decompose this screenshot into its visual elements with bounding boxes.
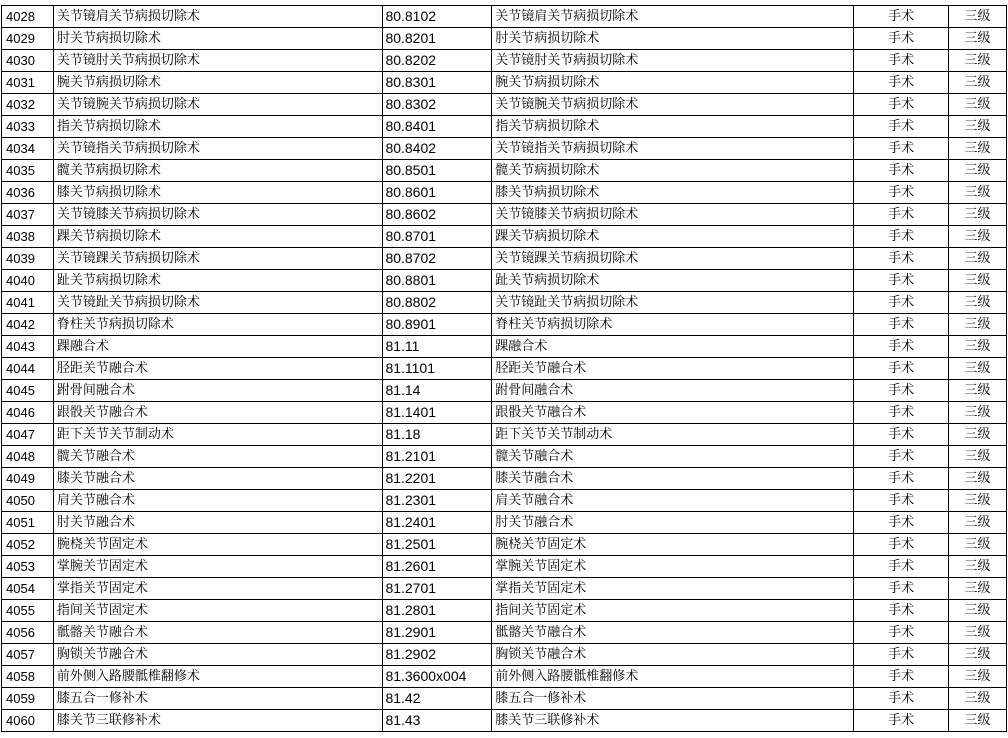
procedure-code-cell: 80.8901 xyxy=(383,314,492,336)
procedure-type-cell: 手术 xyxy=(854,160,949,182)
row-number-cell: 4040 xyxy=(2,270,54,292)
procedure-level-cell: 三级 xyxy=(948,666,1006,688)
procedure-standard-name-cell: 脊柱关节病损切除术 xyxy=(492,314,854,336)
procedure-name-cell: 趾关节病损切除术 xyxy=(53,270,383,292)
procedure-code-cell: 80.8701 xyxy=(383,226,492,248)
procedure-name-cell: 脊柱关节病损切除术 xyxy=(53,314,383,336)
procedure-standard-name-cell: 踝融合术 xyxy=(492,336,854,358)
procedure-type-cell: 手术 xyxy=(854,468,949,490)
row-number-cell: 4052 xyxy=(2,534,54,556)
procedure-standard-name-cell: 掌指关节固定术 xyxy=(492,578,854,600)
procedure-code-cell: 81.1101 xyxy=(383,358,492,380)
table-row xyxy=(2,204,1007,226)
procedure-level-cell: 三级 xyxy=(948,292,1006,314)
procedure-name-cell: 关节镜踝关节病损切除术 xyxy=(53,248,383,270)
procedure-type-cell: 手术 xyxy=(854,116,949,138)
procedure-standard-name-cell: 关节镜肘关节病损切除术 xyxy=(492,50,854,72)
procedure-level-cell: 三级 xyxy=(948,182,1006,204)
table-row xyxy=(2,710,1007,732)
procedure-code-cell: 81.2701 xyxy=(383,578,492,600)
row-number-cell: 4029 xyxy=(2,28,54,50)
row-number-cell: 4036 xyxy=(2,182,54,204)
table-row xyxy=(2,402,1007,424)
procedure-type-cell: 手术 xyxy=(854,336,949,358)
row-number-cell: 4042 xyxy=(2,314,54,336)
procedure-type-cell: 手术 xyxy=(854,182,949,204)
procedure-code-cell: 80.8602 xyxy=(383,204,492,226)
row-number-cell: 4034 xyxy=(2,138,54,160)
row-number-cell: 4046 xyxy=(2,402,54,424)
procedure-level-cell: 三级 xyxy=(948,490,1006,512)
procedure-standard-name-cell: 膝五合一修补术 xyxy=(492,688,854,710)
procedure-standard-name-cell: 趾关节病损切除术 xyxy=(492,270,854,292)
procedure-code-cell: 81.2801 xyxy=(383,600,492,622)
procedure-name-cell: 踝关节病损切除术 xyxy=(53,226,383,248)
table-row xyxy=(2,6,1007,28)
procedure-name-cell: 关节镜膝关节病损切除术 xyxy=(53,204,383,226)
procedure-code-cell: 80.8402 xyxy=(383,138,492,160)
procedure-standard-name-cell: 跟骰关节融合术 xyxy=(492,402,854,424)
procedure-type-cell: 手术 xyxy=(854,710,949,732)
row-number-cell: 4032 xyxy=(2,94,54,116)
procedure-name-cell: 踝融合术 xyxy=(53,336,383,358)
table-row xyxy=(2,94,1007,116)
procedure-name-cell: 关节镜肩关节病损切除术 xyxy=(53,6,383,28)
procedure-name-cell: 跟骰关节融合术 xyxy=(53,402,383,424)
procedure-standard-name-cell: 膝关节病损切除术 xyxy=(492,182,854,204)
row-number-cell: 4058 xyxy=(2,666,54,688)
table-row xyxy=(2,380,1007,402)
table-row xyxy=(2,138,1007,160)
procedure-code-cell: 80.8601 xyxy=(383,182,492,204)
row-number-cell: 4047 xyxy=(2,424,54,446)
table-row xyxy=(2,160,1007,182)
table-row xyxy=(2,534,1007,556)
procedure-level-cell: 三级 xyxy=(948,380,1006,402)
procedure-type-cell: 手术 xyxy=(854,72,949,94)
row-number-cell: 4037 xyxy=(2,204,54,226)
table-row xyxy=(2,248,1007,270)
procedure-type-cell: 手术 xyxy=(854,644,949,666)
table-row xyxy=(2,358,1007,380)
table-row xyxy=(2,578,1007,600)
procedure-name-cell: 关节镜指关节病损切除术 xyxy=(53,138,383,160)
procedure-name-cell: 膝关节三联修补术 xyxy=(53,710,383,732)
row-number-cell: 4049 xyxy=(2,468,54,490)
procedure-level-cell: 三级 xyxy=(948,50,1006,72)
procedure-type-cell: 手术 xyxy=(854,226,949,248)
procedure-name-cell: 膝关节融合术 xyxy=(53,468,383,490)
procedure-type-cell: 手术 xyxy=(854,666,949,688)
procedure-standard-name-cell: 关节镜趾关节病损切除术 xyxy=(492,292,854,314)
procedure-name-cell: 腕关节病损切除术 xyxy=(53,72,383,94)
procedure-type-cell: 手术 xyxy=(854,688,949,710)
procedure-level-cell: 三级 xyxy=(948,314,1006,336)
row-number-cell: 4053 xyxy=(2,556,54,578)
row-number-cell: 4030 xyxy=(2,50,54,72)
procedure-type-cell: 手术 xyxy=(854,94,949,116)
row-number-cell: 4059 xyxy=(2,688,54,710)
procedure-code-cell: 81.2501 xyxy=(383,534,492,556)
row-number-cell: 4050 xyxy=(2,490,54,512)
procedure-code-cell: 81.2401 xyxy=(383,512,492,534)
procedure-standard-name-cell: 关节镜膝关节病损切除术 xyxy=(492,204,854,226)
row-number-cell: 4028 xyxy=(2,6,54,28)
procedure-name-cell: 掌指关节固定术 xyxy=(53,578,383,600)
procedure-type-cell: 手术 xyxy=(854,600,949,622)
procedure-name-cell: 关节镜趾关节病损切除术 xyxy=(53,292,383,314)
procedure-type-cell: 手术 xyxy=(854,402,949,424)
procedure-name-cell: 肩关节融合术 xyxy=(53,490,383,512)
table-row xyxy=(2,490,1007,512)
procedure-code-cell: 81.14 xyxy=(383,380,492,402)
procedure-standard-name-cell: 髋关节融合术 xyxy=(492,446,854,468)
procedure-level-cell: 三级 xyxy=(948,138,1006,160)
procedure-code-cell: 81.2902 xyxy=(383,644,492,666)
procedure-standard-name-cell: 膝关节三联修补术 xyxy=(492,710,854,732)
procedure-type-cell: 手术 xyxy=(854,380,949,402)
procedure-name-cell: 掌腕关节固定术 xyxy=(53,556,383,578)
procedure-level-cell: 三级 xyxy=(948,204,1006,226)
procedure-standard-name-cell: 肘关节融合术 xyxy=(492,512,854,534)
procedure-level-cell: 三级 xyxy=(948,644,1006,666)
procedure-level-cell: 三级 xyxy=(948,358,1006,380)
procedure-name-cell: 膝关节病损切除术 xyxy=(53,182,383,204)
procedure-standard-name-cell: 腕关节病损切除术 xyxy=(492,72,854,94)
procedure-code-cell: 81.2601 xyxy=(383,556,492,578)
procedure-standard-name-cell: 关节镜指关节病损切除术 xyxy=(492,138,854,160)
procedure-name-cell: 指间关节固定术 xyxy=(53,600,383,622)
procedure-code-cell: 80.8102 xyxy=(383,6,492,28)
procedure-name-cell: 关节镜腕关节病损切除术 xyxy=(53,94,383,116)
procedure-type-cell: 手术 xyxy=(854,490,949,512)
table-row xyxy=(2,622,1007,644)
table-row xyxy=(2,468,1007,490)
procedure-standard-name-cell: 腕桡关节固定术 xyxy=(492,534,854,556)
procedure-level-cell: 三级 xyxy=(948,72,1006,94)
procedure-name-cell: 肘关节融合术 xyxy=(53,512,383,534)
procedure-level-cell: 三级 xyxy=(948,600,1006,622)
row-number-cell: 4045 xyxy=(2,380,54,402)
procedure-name-cell: 肘关节病损切除术 xyxy=(53,28,383,50)
procedure-code-cell: 81.2101 xyxy=(383,446,492,468)
table-row xyxy=(2,314,1007,336)
procedure-type-cell: 手术 xyxy=(854,314,949,336)
procedure-type-cell: 手术 xyxy=(854,204,949,226)
procedure-name-cell: 髋关节病损切除术 xyxy=(53,160,383,182)
procedure-code-cell: 80.8302 xyxy=(383,94,492,116)
procedure-name-cell: 跗骨间融合术 xyxy=(53,380,383,402)
procedure-level-cell: 三级 xyxy=(948,556,1006,578)
procedure-level-cell: 三级 xyxy=(948,336,1006,358)
table-row xyxy=(2,72,1007,94)
procedure-code-cell: 80.8802 xyxy=(383,292,492,314)
row-number-cell: 4048 xyxy=(2,446,54,468)
procedure-code-cell: 81.3600x004 xyxy=(383,666,492,688)
procedure-name-cell: 髋关节融合术 xyxy=(53,446,383,468)
procedure-name-cell: 骶髂关节融合术 xyxy=(53,622,383,644)
procedure-type-cell: 手术 xyxy=(854,512,949,534)
procedure-level-cell: 三级 xyxy=(948,468,1006,490)
procedure-level-cell: 三级 xyxy=(948,160,1006,182)
procedure-code-cell: 80.8801 xyxy=(383,270,492,292)
procedure-standard-name-cell: 胫距关节融合术 xyxy=(492,358,854,380)
table-row xyxy=(2,50,1007,72)
table-row xyxy=(2,28,1007,50)
table-row xyxy=(2,116,1007,138)
procedure-code-cell: 81.11 xyxy=(383,336,492,358)
procedure-code-cell: 81.18 xyxy=(383,424,492,446)
table-row xyxy=(2,424,1007,446)
procedure-level-cell: 三级 xyxy=(948,402,1006,424)
table-row xyxy=(2,512,1007,534)
table-row xyxy=(2,292,1007,314)
procedure-standard-name-cell: 踝关节病损切除术 xyxy=(492,226,854,248)
procedure-name-cell: 距下关节关节制动术 xyxy=(53,424,383,446)
row-number-cell: 4060 xyxy=(2,710,54,732)
procedure-table xyxy=(1,5,1007,732)
procedure-standard-name-cell: 前外侧入路腰骶椎翻修术 xyxy=(492,666,854,688)
procedure-type-cell: 手术 xyxy=(854,534,949,556)
procedure-type-cell: 手术 xyxy=(854,578,949,600)
row-number-cell: 4035 xyxy=(2,160,54,182)
procedure-type-cell: 手术 xyxy=(854,270,949,292)
row-number-cell: 4033 xyxy=(2,116,54,138)
procedure-type-cell: 手术 xyxy=(854,622,949,644)
row-number-cell: 4043 xyxy=(2,336,54,358)
procedure-standard-name-cell: 指间关节固定术 xyxy=(492,600,854,622)
row-number-cell: 4054 xyxy=(2,578,54,600)
row-number-cell: 4056 xyxy=(2,622,54,644)
procedure-level-cell: 三级 xyxy=(948,28,1006,50)
procedure-standard-name-cell: 指关节病损切除术 xyxy=(492,116,854,138)
procedure-type-cell: 手术 xyxy=(854,28,949,50)
row-number-cell: 4055 xyxy=(2,600,54,622)
procedure-code-cell: 80.8301 xyxy=(383,72,492,94)
procedure-level-cell: 三级 xyxy=(948,688,1006,710)
table-row xyxy=(2,644,1007,666)
procedure-level-cell: 三级 xyxy=(948,424,1006,446)
procedure-code-cell: 80.8201 xyxy=(383,28,492,50)
row-number-cell: 4044 xyxy=(2,358,54,380)
procedure-name-cell: 指关节病损切除术 xyxy=(53,116,383,138)
procedure-name-cell: 腕桡关节固定术 xyxy=(53,534,383,556)
procedure-name-cell: 前外侧入路腰骶椎翻修术 xyxy=(53,666,383,688)
procedure-level-cell: 三级 xyxy=(948,578,1006,600)
procedure-standard-name-cell: 骶髂关节融合术 xyxy=(492,622,854,644)
procedure-type-cell: 手术 xyxy=(854,50,949,72)
table-row xyxy=(2,556,1007,578)
procedure-type-cell: 手术 xyxy=(854,424,949,446)
table-row xyxy=(2,688,1007,710)
procedure-standard-name-cell: 关节镜踝关节病损切除术 xyxy=(492,248,854,270)
procedure-standard-name-cell: 关节镜腕关节病损切除术 xyxy=(492,94,854,116)
procedure-code-cell: 81.1401 xyxy=(383,402,492,424)
table-row xyxy=(2,336,1007,358)
procedure-level-cell: 三级 xyxy=(948,710,1006,732)
procedure-code-cell: 80.8501 xyxy=(383,160,492,182)
procedure-type-cell: 手术 xyxy=(854,446,949,468)
row-number-cell: 4051 xyxy=(2,512,54,534)
procedure-standard-name-cell: 掌腕关节固定术 xyxy=(492,556,854,578)
table-row xyxy=(2,270,1007,292)
procedure-standard-name-cell: 膝关节融合术 xyxy=(492,468,854,490)
procedure-standard-name-cell: 胸锁关节融合术 xyxy=(492,644,854,666)
procedure-code-cell: 80.8702 xyxy=(383,248,492,270)
procedure-type-cell: 手术 xyxy=(854,556,949,578)
table-row xyxy=(2,446,1007,468)
row-number-cell: 4057 xyxy=(2,644,54,666)
procedure-level-cell: 三级 xyxy=(948,270,1006,292)
procedure-standard-name-cell: 距下关节关节制动术 xyxy=(492,424,854,446)
procedure-code-cell: 80.8401 xyxy=(383,116,492,138)
procedure-standard-name-cell: 肩关节融合术 xyxy=(492,490,854,512)
procedure-table-body xyxy=(2,6,1007,732)
table-row xyxy=(2,600,1007,622)
procedure-standard-name-cell: 肘关节病损切除术 xyxy=(492,28,854,50)
table-row xyxy=(2,666,1007,688)
procedure-type-cell: 手术 xyxy=(854,6,949,28)
procedure-code-cell: 81.2201 xyxy=(383,468,492,490)
procedure-level-cell: 三级 xyxy=(948,534,1006,556)
procedure-code-cell: 81.42 xyxy=(383,688,492,710)
row-number-cell: 4041 xyxy=(2,292,54,314)
procedure-name-cell: 关节镜肘关节病损切除术 xyxy=(53,50,383,72)
procedure-standard-name-cell: 髋关节病损切除术 xyxy=(492,160,854,182)
procedure-level-cell: 三级 xyxy=(948,116,1006,138)
procedure-standard-name-cell: 跗骨间融合术 xyxy=(492,380,854,402)
procedure-type-cell: 手术 xyxy=(854,248,949,270)
table-row xyxy=(2,226,1007,248)
procedure-level-cell: 三级 xyxy=(948,512,1006,534)
procedure-type-cell: 手术 xyxy=(854,292,949,314)
procedure-name-cell: 胫距关节融合术 xyxy=(53,358,383,380)
table-row xyxy=(2,182,1007,204)
procedure-level-cell: 三级 xyxy=(948,622,1006,644)
procedure-standard-name-cell: 关节镜肩关节病损切除术 xyxy=(492,6,854,28)
row-number-cell: 4031 xyxy=(2,72,54,94)
procedure-name-cell: 胸锁关节融合术 xyxy=(53,644,383,666)
procedure-code-cell: 81.2901 xyxy=(383,622,492,644)
procedure-level-cell: 三级 xyxy=(948,446,1006,468)
procedure-code-cell: 80.8202 xyxy=(383,50,492,72)
procedure-code-cell: 81.2301 xyxy=(383,490,492,512)
procedure-level-cell: 三级 xyxy=(948,226,1006,248)
row-number-cell: 4039 xyxy=(2,248,54,270)
procedure-name-cell: 膝五合一修补术 xyxy=(53,688,383,710)
procedure-level-cell: 三级 xyxy=(948,6,1006,28)
row-number-cell: 4038 xyxy=(2,226,54,248)
procedure-code-cell: 81.43 xyxy=(383,710,492,732)
procedure-type-cell: 手术 xyxy=(854,138,949,160)
procedure-level-cell: 三级 xyxy=(948,94,1006,116)
procedure-type-cell: 手术 xyxy=(854,358,949,380)
procedure-level-cell: 三级 xyxy=(948,248,1006,270)
